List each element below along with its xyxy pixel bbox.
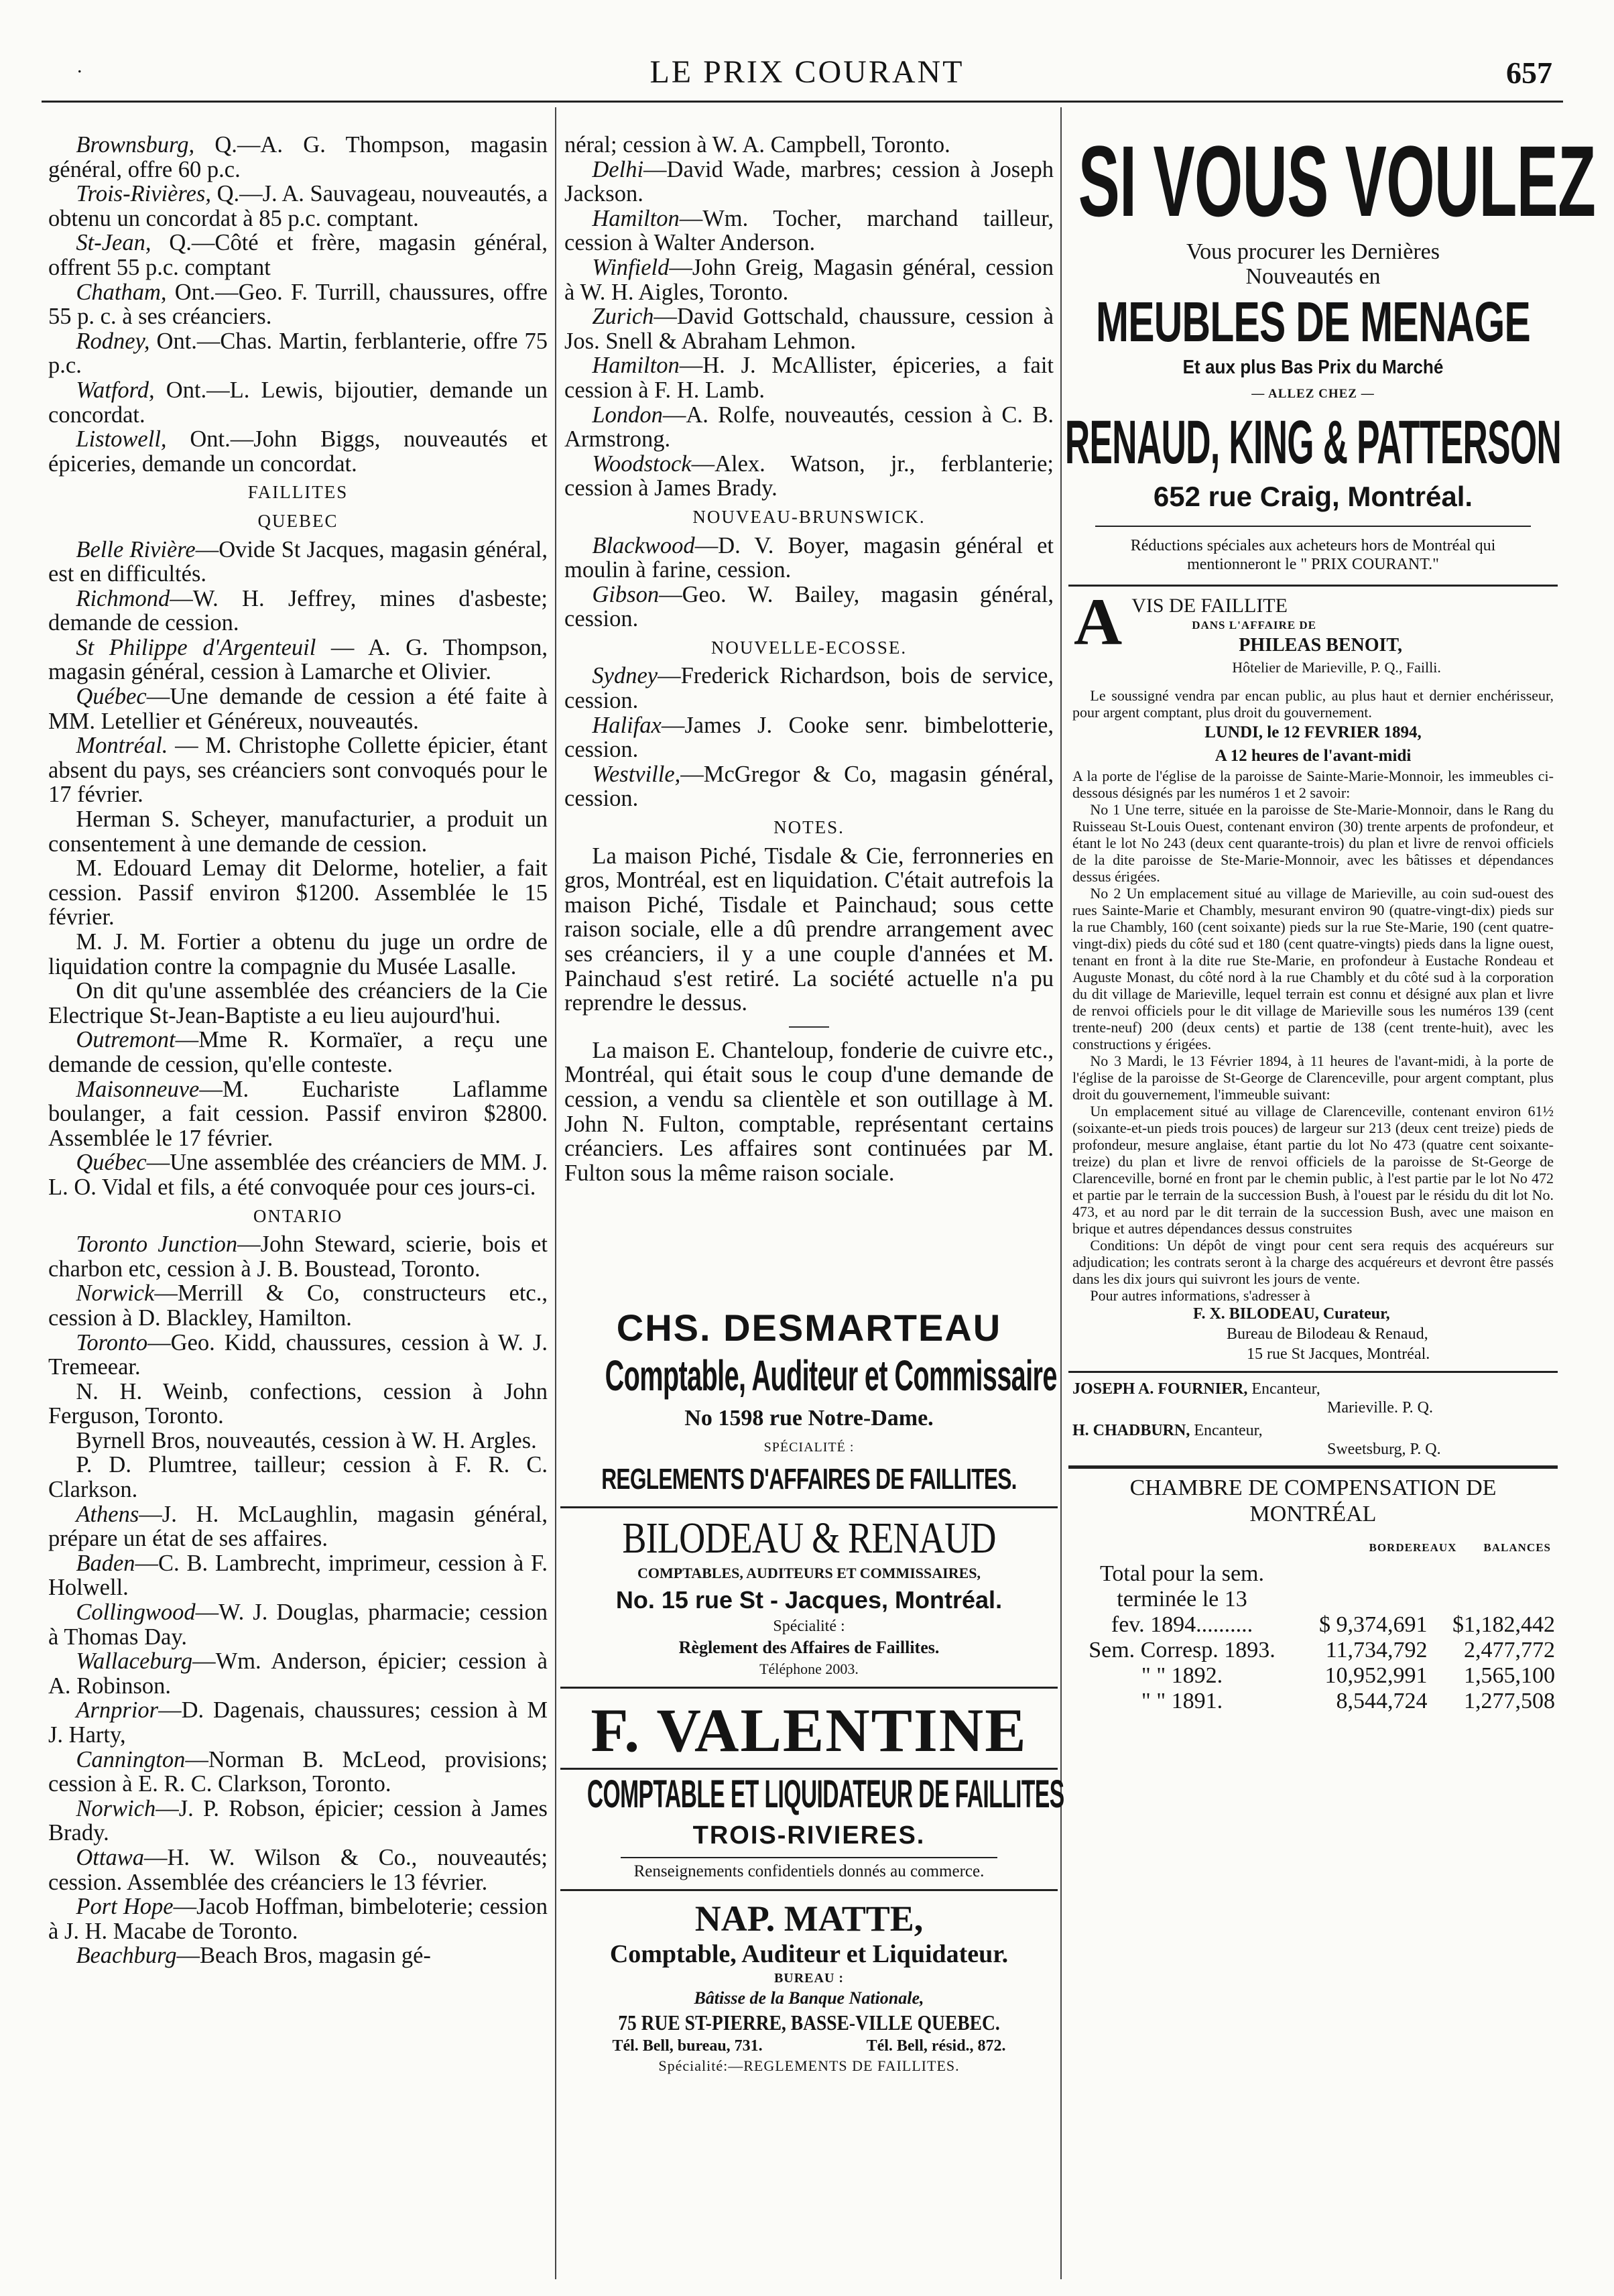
notice-text: —John Steward, scierie, bois et charbon etc, cession à J. B. Boustead, Toronto. <box>48 1231 548 1282</box>
section-heading: QUEBEC <box>257 510 338 531</box>
avis-para: No 2 Un emplacement situé au village de Marieville, au coin sud-ouest des rues Sainte-Marie et Chambly, mesurant environ 90 (quatre-vingt-dix) pieds sur la rue Chambly, 160 (cent soixante) pieds sur la rue Ste-Marie, 190 (cent quatre-vingt-dix) pieds du côté sud et 180 (cent quatre-vingts) pieds dans la ligne ouest, tenant en front à la dite rue Ste-Marie, en profondeur à Eustache Rondeau et Auguste Monast, du côté nord à la rue Chambly et du côté sud à la corporation du dit village de Marieville, lequel terrain est connu et désigné aux plan et livre de renvoi officiels pour le dit village de Marieville sous les numéros 139 (cent trente-neuf) 200 (deux cents) et partie de 138 (cent trente-huit), avec les constructions y érigées. <box>1072 885 1554 1052</box>
chambre-bordereaux-value: 11,734,792 <box>1325 1638 1428 1663</box>
notice-text: La maison Piché, Tisdale & Cie, ferronneries en gros, Montréal, est en liquidation. C'était autrefois la maison Piché, Tisdale et Painchaud; sous cette raison sociale, elle a dû prendre arrangement avec ses créanciers, il y a une couple d'années et M. Painchaud s'est retiré. La société actuelle n'a pu reprendre le dessus. <box>564 843 1054 1016</box>
ad-bilodeau-phone: Téléphone 2003. <box>759 1660 859 1677</box>
notice-text: —Wm. Anderson, épicier; cession à A. Robinson. <box>48 1648 548 1699</box>
ad-meubles-line1: Vous procurer les Dernières <box>1186 239 1440 264</box>
notice-text: —C. B. Lambrecht, imprimeur, cession à F. Holwell. <box>48 1550 548 1601</box>
notice-text: Herman S. Scheyer, manufacturier, a produit un consentement à une demande de cession. <box>48 806 548 857</box>
ad-valentine-name: F. VALENTINE <box>591 1696 1028 1764</box>
section-heading: NOTES. <box>773 817 845 838</box>
ad-matte-address: 75 RUE ST-PIERRE, BASSE-VILLE QUEBEC. <box>618 2010 1000 2035</box>
notice-text: néral; cession à W. A. Campbell, Toronto. <box>564 132 950 158</box>
notice-item <box>48 1846 548 1894</box>
avis-title: VIS DE FAILLITE <box>1131 595 1288 617</box>
notice-text: —Ovide St Jacques, magasin général, est en difficultés. <box>48 536 548 587</box>
notice-place: Outremont <box>76 1027 176 1053</box>
notice-place: Québec <box>76 1150 147 1176</box>
notice-place: Woodstock <box>592 450 692 477</box>
notice-item <box>564 452 1054 501</box>
ad-separator <box>560 1889 1058 1891</box>
notice-item <box>48 1698 548 1747</box>
notice-text: —Merrill & Co, constructeurs etc., cession à D. Blackley, Hamilton. <box>48 1280 548 1331</box>
ad-separator <box>1068 585 1558 587</box>
ad-matte-name: NAP. MATTE, <box>694 1898 924 1939</box>
ad-bilodeau <box>560 1515 1058 1680</box>
chambre-balance-value: $1,182,442 <box>1452 1612 1555 1637</box>
chambre-row-label: " " 1891. <box>1141 1689 1223 1713</box>
header-mark: . <box>77 55 82 77</box>
ad-rule <box>1095 526 1531 527</box>
chambre-row-label: Sem. Corresp. 1893. <box>1089 1638 1276 1663</box>
ad-meubles-allez: — ALLEZ CHEZ — <box>1251 387 1375 401</box>
chambre-title-2: MONTRÉAL <box>1249 1502 1377 1526</box>
column-2-notices <box>564 133 1054 1185</box>
header-rule <box>42 101 1563 103</box>
notice-text: —McGregor & Co, magasin général, cession. <box>564 761 1054 812</box>
section-heading: FAILLITES <box>247 482 349 503</box>
notice-text: La maison E. Chanteloup, fonderie de cuivre etc., Montréal, qui était sous le coup d'une demande de cession, a vendu sa clientèle et son outillage à M. John N. Fulton, comptable, représentant certains créanciers. Les affaires sont continuées par M. Fulton sous la même raison sociale. <box>564 1037 1054 1186</box>
encanteur-2-role: Encanteur, <box>1194 1422 1263 1439</box>
notice-item <box>48 280 548 329</box>
notice-item <box>564 133 1054 158</box>
notice-place: Ottawa <box>76 1844 144 1870</box>
chambre-row <box>1068 1561 1558 1587</box>
avis-para: No 1 Une terre, située en la paroisse de Ste-Marie-Monnoir, dans le Rang du Ruisseau St-Louis Ouest, contenant environ (30) trente arpents de profondeur, et étant le lot No 243 (deux cent quarante-trois) du plan et livre de renvoi officiels de la dite paroisse de Ste-Marie-Monnoir, avec les bâtisses et dépendances dessus érigées. <box>1072 801 1554 885</box>
notice-item <box>48 133 548 182</box>
ad-separator <box>560 1687 1058 1689</box>
notice-place: Collingwood <box>76 1599 196 1626</box>
notice-text: P. D. Plumtree, tailleur; cession à F. R. C. Clarkson. <box>48 1452 548 1503</box>
ad-bilodeau-address: No. 15 rue St - Jacques, Montréal. <box>615 1586 1003 1614</box>
avis-heading-text <box>1131 595 1558 678</box>
notice-item <box>564 713 1054 762</box>
notice-text: —Alex. Watson, jr., ferblanterie; cession à James Brady. <box>564 450 1054 501</box>
ad-separator <box>1068 1371 1558 1373</box>
ad-matte <box>560 1898 1058 2076</box>
column-1-notices <box>48 133 548 1968</box>
notice-place: St-Jean, <box>76 230 151 256</box>
notice-place: Westville, <box>592 761 681 787</box>
notice-text: M. Edouard Lemay dit Delorme, hotelier, a fait cession. Passif environ $1200. Assemblée le 15 février. <box>48 855 548 930</box>
page-title: LE PRIX COURANT <box>649 54 965 90</box>
avis-para: Pour autres informations, s'adresser à <box>1090 1287 1310 1304</box>
notice-text: On dit qu'une assemblée des créanciers de la Cie Electrique St-Jean-Baptiste a eu lieu aujourd'hui. <box>48 978 548 1028</box>
notice-place: Listowell, <box>76 426 167 452</box>
chambre-row <box>1068 1689 1558 1714</box>
encanteur-1-role: Encanteur, <box>1251 1380 1320 1398</box>
notice-item <box>564 158 1054 206</box>
notice-place: Beachburg <box>76 1943 177 1969</box>
notice-text: Q.—Côté et frère, magasin général, offrent 55 p.c. comptant <box>48 230 548 280</box>
avis-addr: 15 rue St Jacques, Montréal. <box>1247 1345 1430 1363</box>
notice-item <box>48 182 548 231</box>
chambre-header-bordereaux: BORDEREAUX <box>1369 1541 1457 1554</box>
notice-text: —J. H. McLaughlin, magasin général, prépare un état de ses affaires. <box>48 1501 548 1552</box>
notice-place: Winfield <box>592 254 670 280</box>
notice-item <box>48 538 548 587</box>
avis-para: Conditions: Un dépôt de vingt pour cent sera requis des acquéreurs sur adjudication; les contrats seront à la charge des acquéreurs et devront être passés dans les dix jours qui suivront les jours de vente. <box>1072 1237 1554 1287</box>
notice-item <box>48 1600 548 1649</box>
chambre-table <box>1068 1561 1558 1714</box>
notice-text: —Une demande de cession a été faite à MM. Letellier et Généreux, nouveautés. <box>48 684 548 734</box>
notice-item <box>48 1943 548 1968</box>
notice-place: Athens <box>76 1501 139 1527</box>
ad-rule <box>560 1768 1058 1770</box>
notice-item <box>48 1453 548 1502</box>
notice-item <box>48 1380 548 1429</box>
notice-text: —D. V. Boyer, magasin général et moulin à farine, cession. <box>564 532 1054 583</box>
ad-matte-tel-residence: Tél. Bell, résid., 872. <box>866 2037 1006 2055</box>
avis-desc: Hôtelier de Marieville, P. Q., Failli. <box>1232 659 1441 676</box>
notice-item <box>48 733 548 807</box>
notice-text: —Geo. W. Bailey, magasin général, cession. <box>564 581 1054 632</box>
column-2-ads <box>560 1304 1064 2076</box>
notice-text: —Mme R. Kormaïer, a reçu une demande de cession, qu'elle conteste. <box>48 1027 548 1077</box>
ad-meubles-firm: RENAUD, KING & PATTERSON <box>1064 408 1562 477</box>
chambre-row-label: " " 1892. <box>1141 1663 1223 1688</box>
notice-text: M. J. M. Fortier a obtenu du juge un ordre de liquidation contre la compagnie du Musée Lasalle. <box>48 929 548 979</box>
notice-item <box>48 1748 548 1797</box>
encanteur-2-name: H. CHADBURN, <box>1072 1422 1190 1439</box>
avis-sub: DANS L'AFFAIRE DE <box>1192 619 1316 631</box>
notice-place: Watford, <box>76 377 155 403</box>
notice-item <box>564 255 1054 304</box>
notice-place: Maisonneuve <box>76 1076 200 1102</box>
chambre-balance-value: 2,477,772 <box>1464 1638 1555 1663</box>
notice-place: Baden <box>76 1550 135 1576</box>
ad-rule <box>621 1857 997 1858</box>
chambre-row <box>1068 1663 1558 1689</box>
chambre-bordereaux-value <box>1296 1561 1430 1587</box>
notice-text: Q.—A. G. Thompson, magasin général, offre 60 p.c. <box>48 132 548 182</box>
notice-place: Norwich <box>76 1795 156 1821</box>
ad-matte-tel-bureau: Tél. Bell, bureau, 731. <box>612 2037 763 2055</box>
ad-separator <box>1068 1465 1558 1469</box>
notice-item <box>48 1502 548 1551</box>
ad-bilodeau-spec-label: Spécialité : <box>773 1618 845 1635</box>
avis-time-1: A 12 heures de l'avant-midi <box>1215 747 1412 765</box>
ad-desmarteau-spec-label: SPÉCIALITÉ : <box>763 1440 855 1455</box>
notice-item <box>564 206 1054 255</box>
notice-item <box>564 664 1054 713</box>
notice-item <box>48 979 548 1028</box>
avis-name: PHILEAS BENOIT, <box>1239 635 1402 656</box>
notice-item <box>48 1894 548 1943</box>
chambre-row-label: fev. 1894.......... <box>1111 1612 1253 1637</box>
notice-item <box>48 1077 548 1151</box>
ad-matte-building: Bâtisse de la Banque Nationale, <box>694 1988 924 2008</box>
notice-text: N. H. Weinb, confections, cession à John Ferguson, Toronto. <box>48 1378 548 1429</box>
column-3-ads <box>1064 125 1596 1714</box>
notice-item <box>564 583 1054 631</box>
ad-separator <box>560 1506 1058 1508</box>
notice-item <box>48 1331 548 1380</box>
chambre-column-headers <box>1068 1534 1558 1561</box>
notice-item <box>48 378 548 427</box>
notice-text: —David Wade, marbres; cession à Joseph Jackson. <box>564 156 1054 207</box>
page-number: 657 <box>1506 56 1552 90</box>
notice-place: Cannington <box>76 1746 186 1772</box>
avis-para: No 3 Mardi, le 13 Février 1894, à 11 heures de l'avant-midi, à la porte de l'église de la paroisse de St-George de Clarenceville, pour argent comptant, plus droit du gouvernement, l'immeuble suivant: <box>1072 1052 1554 1103</box>
ad-desmarteau-title: Comptable, Auditeur et Commissaire <box>605 1351 1057 1400</box>
notice-item <box>48 684 548 733</box>
chambre-row-label: Total pour la sem. <box>1100 1561 1265 1586</box>
notice-item <box>48 856 548 930</box>
notice-item <box>48 807 548 856</box>
column-divider <box>555 107 556 2279</box>
notice-place: Toronto Junction <box>76 1231 238 1258</box>
notice-text: —James J. Cooke senr. bimbelotterie, cession. <box>564 712 1054 763</box>
notice-place: Brownsburg, <box>76 132 195 158</box>
notice-item <box>564 304 1054 353</box>
chambre-bordereaux-value: $ 9,374,691 <box>1319 1612 1428 1637</box>
notice-item <box>48 1150 548 1199</box>
notice-text: —M. Euchariste Laflamme boulanger, a fait cession. Passif environ $2800. Assemblée le 17 février. <box>48 1076 548 1151</box>
chambre-compensation <box>1068 1475 1558 1714</box>
notice-item <box>48 1551 548 1600</box>
notice-text: —Jacob Hoffman, bimbeloterie; cession à J. H. Macabe de Toronto. <box>48 1894 548 1944</box>
chambre-row-label: terminée le 13 <box>1117 1587 1247 1612</box>
notice-place: Toronto <box>76 1329 148 1355</box>
ad-valentine-note: Renseignements confidentiels donnés au commerce. <box>633 1862 985 1880</box>
avis-para: Un emplacement situé au village de Clarenceville, contenant environ 61½ (soixante-et-un pieds trois pouces) de largeur sur 213 (deux cent treize) pieds de profondeur, mesure anglaise, étant partie du lot No 473 (quatre cent soixante-treize) du plan et livre de renvoi officiels de la paroisse de St-George de Clarenceville, borné en front par le chemin public, à l'est partie par le lot No 472 et partie par le terrain de la succession Bush, à l'ouest par le résidu du dit lot No. 473, et au nord par le dit terrain de la succession Bush, avec une maison en brique et autres dépendances dessus construites <box>1072 1103 1554 1237</box>
chambre-bordereaux-value: 8,544,724 <box>1336 1689 1428 1713</box>
notice-place: Hamilton <box>592 205 680 231</box>
ad-meubles-line2: Nouveautés en <box>1245 264 1381 289</box>
ad-meubles-prices: Et aux plus Bas Prix du Marché <box>1182 357 1444 378</box>
notice-place: Wallaceburg <box>76 1648 193 1675</box>
notice-item <box>564 403 1054 452</box>
notice-place: Gibson <box>592 581 660 607</box>
chambre-balance-value: 1,565,100 <box>1464 1663 1555 1688</box>
encanteur-1-name: JOSEPH A. FOURNIER, <box>1072 1380 1248 1398</box>
notice-text: —Wm. Tocher, marchand tailleur, cession à Walter Anderson. <box>564 205 1054 256</box>
notice-item <box>48 1649 548 1698</box>
notice-text: —W. H. Jeffrey, mines d'asbeste; demande de cession. <box>48 585 548 636</box>
notice-place: Belle Rivière <box>76 536 196 562</box>
avis-encanteur-2 <box>1068 1421 1558 1459</box>
notice-place: Richmond <box>76 585 170 611</box>
ad-meubles-note: Réductions spéciales aux acheteurs hors de Montréal qui mentionneront le " PRIX COURANT." <box>1130 537 1496 573</box>
notice-place: Hamilton <box>592 353 680 379</box>
notice-place: Delhi <box>592 156 644 182</box>
notice-item <box>48 1281 548 1330</box>
notice-place: Montréal. <box>76 733 168 759</box>
ad-bilodeau-name: BILODEAU & RENAUD <box>622 1514 996 1563</box>
notice-text: Ont.—Chas. Martin, ferblanterie, offre 75 p.c. <box>48 328 548 379</box>
ad-valentine-title: COMPTABLE ET LIQUIDATEUR DE FAILLITES <box>586 1772 1064 1816</box>
notice-text: —D. Dagenais, chaussures; cession à M J. Harty, <box>48 1697 548 1748</box>
ad-bilodeau-title: COMPTABLES, AUDITEURS ET COMMISSAIRES, <box>637 1565 981 1581</box>
ad-desmarteau-name: CHS. DESMARTEAU <box>616 1307 1002 1349</box>
notice-text: — M. Christophe Collette épicier, étant absent du pays, ses créanciers sont convoqués pour le 17 février. <box>48 733 548 808</box>
avis-encanteur-1 <box>1068 1380 1558 1417</box>
notice-item <box>48 1028 548 1077</box>
ad-desmarteau-address: No 1598 rue Notre-Dame. <box>684 1406 934 1431</box>
ad-meubles-address: 652 rue Craig, Montréal. <box>1153 481 1473 512</box>
chambre-row <box>1068 1612 1558 1638</box>
chambre-bordereaux-value <box>1296 1587 1430 1612</box>
notice-place: Rodney, <box>76 328 150 354</box>
ad-matte-phones <box>560 2036 1058 2056</box>
notice-place: Trois-Rivières, <box>76 181 211 207</box>
section-heading: ONTARIO <box>253 1205 343 1226</box>
notice-item <box>48 1797 548 1846</box>
section-heading: NOUVEAU-BRUNSWICK. <box>692 506 926 527</box>
chambre-bordereaux-value: 10,952,991 <box>1324 1663 1428 1688</box>
chambre-balance-value <box>1430 1587 1558 1612</box>
ad-matte-spec: Spécialité:—REGLEMENTS DE FAILLITES. <box>658 2057 960 2074</box>
notice-item <box>564 353 1054 402</box>
notice-text: —A. Rolfe, nouveautés, cession à C. B. Armstrong. <box>564 402 1054 452</box>
notice-text: —H. W. Wilson & Co., nouveautés; cession. Assemblée des créanciers le 13 février. <box>48 1844 548 1895</box>
notice-place: Chatham, <box>76 279 167 305</box>
chambre-balance-value: 1,277,508 <box>1464 1689 1555 1713</box>
notice-text: —John Greig, Magasin général, cession à W. H. Aigles, Toronto. <box>564 254 1054 305</box>
ad-meubles-product: MEUBLES DE MENAGE <box>1095 290 1531 353</box>
ad-meubles-headline: SI VOUS VOULEZ <box>1078 125 1596 237</box>
notice-item <box>48 427 548 476</box>
notice-item <box>564 844 1054 1016</box>
ad-valentine-city: TROIS-RIVIERES. <box>692 1821 926 1850</box>
notice-text: Ont.—Geo. F. Turrill, chaussures, offre 55 p. c. à ses créanciers. <box>48 279 548 330</box>
column-divider <box>1060 107 1062 2279</box>
chambre-balance-value <box>1430 1561 1558 1587</box>
avis-heading <box>1068 585 1558 678</box>
notice-place: St Philippe d'Argenteuil <box>76 634 316 660</box>
avis-initial: A <box>1074 585 1123 659</box>
ad-valentine <box>560 1695 1064 1882</box>
chambre-row <box>1068 1587 1558 1612</box>
notice-item <box>564 1038 1054 1186</box>
notice-item <box>48 231 548 280</box>
notice-place: Halifax <box>592 712 662 738</box>
notice-text: Byrnell Bros, nouveautés, cession à W. H. Argles. <box>76 1427 537 1453</box>
section-heading: NOUVELLE-ECOSSE. <box>710 637 908 658</box>
avis-faillite <box>1068 585 1558 1459</box>
notice-place: Port Hope <box>76 1894 174 1920</box>
ad-matte-bureau-label: BUREAU : <box>773 1971 845 1986</box>
encanteur-2-place: Sweetsburg, P. Q. <box>1327 1441 1441 1458</box>
notice-text: —W. J. Douglas, pharmacie; cession à Thomas Day. <box>48 1599 548 1650</box>
notice-item <box>48 636 548 684</box>
notice-item <box>48 587 548 636</box>
notice-place: London <box>592 402 663 428</box>
ad-desmarteau-spec: REGLEMENTS D'AFFAIRES DE FAILLITES. <box>601 1463 1017 1496</box>
notes-separator <box>789 1026 829 1028</box>
notice-text: —Frederick Richardson, bois de service, cession. <box>564 663 1054 714</box>
notice-text: Ont.—L. Lewis, bijoutier, demande un concordat. <box>48 377 548 428</box>
notice-place: Zurich <box>592 304 654 330</box>
chambre-title-1: CHAMBRE DE COMPENSATION DE <box>1129 1475 1497 1500</box>
encanteur-1-place: Marieville. P. Q. <box>1327 1399 1433 1416</box>
notice-place: Québec <box>76 684 147 710</box>
notice-text: —David Gottschald, chaussure, cession à Jos. Snell & Abraham Lehmon. <box>564 304 1054 354</box>
notice-text: Ont.—John Biggs, nouveautés et épiceries, demande un concordat. <box>48 426 548 477</box>
ad-meubles <box>1064 125 1596 574</box>
notice-item <box>564 762 1054 811</box>
notice-place: Norwick <box>76 1280 155 1307</box>
notice-item <box>48 930 548 979</box>
notice-text: —Une assemblée des créanciers de MM. J. L. O. Vidal et fils, a été convoquée pour ces jours-ci. <box>48 1150 548 1200</box>
chambre-header-balances: BALANCES <box>1483 1541 1551 1554</box>
notice-item <box>48 1232 548 1281</box>
notice-item <box>564 534 1054 583</box>
ad-bilodeau-spec: Règlement des Affaires de Faillites. <box>678 1638 940 1657</box>
chambre-row <box>1068 1638 1558 1663</box>
notice-place: Blackwood <box>592 532 695 558</box>
avis-date-1: LUNDI, le 12 FEVRIER 1894, <box>1204 723 1422 741</box>
notice-item <box>48 1429 548 1453</box>
avis-body <box>1072 687 1554 1364</box>
avis-para: Le soussigné vendra par encan public, au plus haut et dernier enchérisseur, pour argent comptant, plus droit du gouvernement. <box>1072 687 1554 721</box>
avis-para: A la porte de l'église de la paroisse de Sainte-Marie-Monnoir, les immeubles ci-dessous désignés par les numéros 1 et 2 savoir: <box>1072 768 1554 801</box>
notice-text: —Geo. Kidd, chaussures, cession à W. J. Tremeear. <box>48 1329 548 1380</box>
avis-bureau: Bureau de Bilodeau & Renaud, <box>1227 1325 1428 1343</box>
notice-text: Q.—J. A. Sauvageau, nouveautés, a obtenu un concordat à 85 p.c. comptant. <box>48 181 548 231</box>
ad-matte-title: Comptable, Auditeur et Liquidateur. <box>609 1940 1009 1968</box>
notice-text: —Beach Bros, magasin gé- <box>176 1943 431 1969</box>
notice-text: —J. P. Robson, épicier; cession à James Brady. <box>48 1795 548 1846</box>
notice-place: Arnprior <box>76 1697 159 1724</box>
notice-place: Sydney <box>592 663 658 689</box>
notice-text: —Norman B. McLeod, provisions; cession à E. R. C. Clarkson, Toronto. <box>48 1746 548 1797</box>
notice-text: —H. J. McAllister, épiceries, a fait cession à F. H. Lamb. <box>564 353 1054 403</box>
ad-desmarteau <box>560 1304 1058 1500</box>
notice-item <box>48 329 548 378</box>
notice-text: — A. G. Thompson, magasin général, cession à Lamarche et Olivier. <box>48 634 548 685</box>
avis-curator: F. X. BILODEAU, Curateur, <box>1193 1305 1390 1323</box>
